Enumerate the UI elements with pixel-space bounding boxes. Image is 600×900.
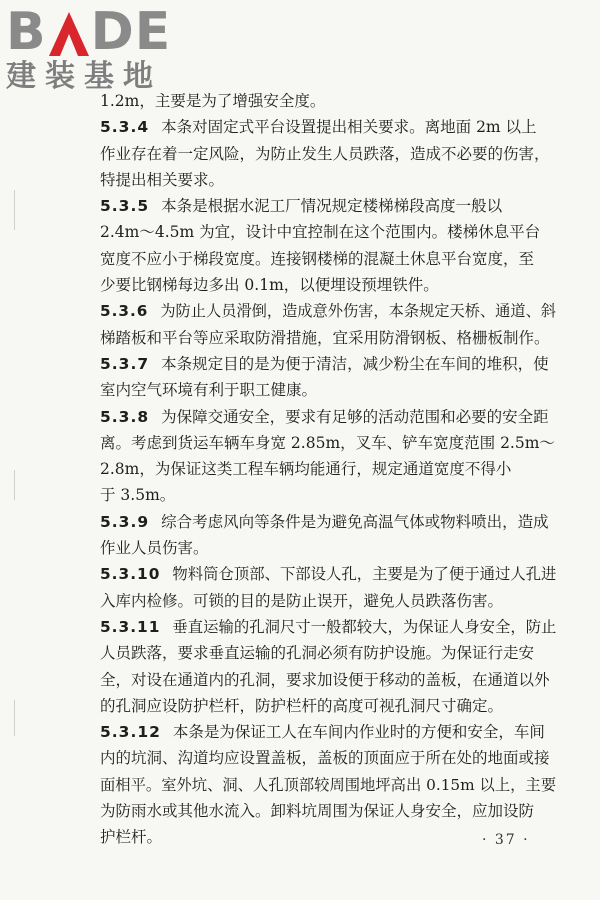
text-line — [100, 167, 556, 193]
line-text: 作业人员伤害。 — [100, 539, 209, 558]
text-line — [100, 772, 556, 798]
line-text: 人员跌落，要求垂直运输的孔洞必须有防护设施。为保证行走安 — [100, 644, 535, 663]
clause-number: 5.3.4 — [100, 118, 150, 137]
text-line — [100, 798, 556, 824]
line-text: 少要比钢梯每边多出 0.1m，以便埋设预埋铁件。 — [100, 276, 439, 295]
line-text: 2.8m，为保证这类工程车辆均能通行，规定通道宽度不得小 — [100, 460, 512, 479]
line-text: 面相平。室外坑、洞、人孔顶部较周围地坪高出 0.15m 以上，主要 — [100, 775, 557, 794]
scan-margin-mark — [14, 190, 15, 230]
clause-line — [100, 193, 556, 219]
clause-number: 5.3.5 — [100, 197, 150, 216]
line-text: 内的坑洞、沟道均应设置盖板，盖板的顶面应于所在处的地面或接 — [100, 749, 550, 768]
text-line — [100, 588, 556, 614]
text-line — [100, 693, 556, 719]
line-text: 于 3.5m。 — [100, 486, 176, 505]
line-text: 的孔洞应设防护栏杆，防护栏杆的高度可视孔洞尺寸确定。 — [100, 696, 504, 715]
clause-line — [100, 351, 556, 377]
page-number: · 37 · — [482, 832, 530, 848]
clause-line — [100, 719, 556, 745]
line-text: 为防止人员滑倒，造成意外伤害，本条规定天桥、通道、斜 — [160, 302, 557, 321]
clause-number: 5.3.8 — [100, 407, 150, 426]
scan-margin-mark — [14, 470, 15, 500]
logo-a-shape-icon — [49, 11, 89, 55]
logo-letters-before: B — [6, 2, 47, 62]
line-text: 护栏杆。 — [100, 828, 163, 847]
text-line — [100, 141, 556, 167]
line-text: 宽度不应小于梯段宽度。连接钢楼梯的混凝土休息平台宽度，至 — [100, 249, 535, 268]
line-text: 全，对设在通道内的孔洞，要求加设便于移动的盖板，在通道以外 — [100, 670, 550, 689]
scan-margin-mark — [14, 700, 15, 736]
line-text: 特提出相关要求。 — [100, 170, 225, 189]
logo-letters-after: DE — [90, 2, 172, 62]
line-text: 离。考虑到货运车辆车身宽 2.85m，叉车、铲车宽度范围 2.5m～ — [100, 433, 555, 452]
line-text: 为保障交通安全，要求有足够的活动范围和必要的安全距 — [161, 407, 549, 426]
text-line — [100, 456, 556, 482]
text-line — [100, 482, 556, 508]
text-line — [100, 325, 556, 351]
line-text: 为防雨水或其他水流入。卸料坑周围为保证人身安全，应加设防 — [100, 802, 535, 821]
clause-number: 5.3.12 — [100, 723, 161, 742]
clause-number: 5.3.7 — [100, 354, 150, 373]
clause-number: 5.3.9 — [100, 512, 150, 531]
text-line — [100, 430, 556, 456]
text-line — [100, 219, 556, 245]
clause-line — [100, 561, 556, 587]
text-line — [100, 377, 556, 403]
line-text: 本条规定目的是为便于清洁，减少粉尘在车间的堆积，使 — [161, 354, 549, 373]
clause-line — [100, 614, 556, 640]
text-line — [100, 272, 556, 298]
line-text: 物料筒仓顶部、下部设人孔，主要是为了便于通过人孔进 — [172, 565, 557, 584]
text-line — [100, 535, 556, 561]
logo-subtitle: 建装基地 — [6, 59, 162, 94]
line-text: 本条对固定式平台设置提出相关要求。离地面 2m 以上 — [161, 118, 537, 137]
clause-line — [100, 298, 556, 324]
line-text: 作业存在着一定风险，为防止发生人员跌落，造成不必要的伤害， — [100, 144, 550, 163]
clause-line — [100, 509, 556, 535]
text-line — [100, 667, 556, 693]
line-text: 本条是根据水泥工厂情况规定楼梯梯段高度一般以 — [161, 197, 503, 216]
bade-logo — [6, 2, 176, 94]
clause-line — [100, 114, 556, 140]
line-text: 室内空气环境有利于职工健康。 — [100, 381, 318, 400]
text-line — [100, 745, 556, 771]
clause-line — [100, 404, 556, 430]
text-line — [100, 640, 556, 666]
line-text: 垂直运输的孔洞尺寸一般都较大，为保证人身安全，防止 — [172, 617, 557, 636]
line-text: 梯踏板和平台等应采取防滑措施，宜采用防滑钢板、格栅板制作。 — [100, 328, 550, 347]
clause-number: 5.3.11 — [100, 617, 161, 636]
line-text: 2.4m～4.5m 为宜，设计中宜控制在这个范围内。楼梯休息平台 — [100, 223, 541, 242]
line-text: 入库内检修。可锁的目的是防止误开，避免人员跌落伤害。 — [100, 591, 504, 610]
clause-number: 5.3.10 — [100, 565, 161, 584]
text-line — [100, 246, 556, 272]
clause-number: 5.3.6 — [100, 302, 149, 321]
logo-wordmark — [6, 2, 176, 60]
line-text: 本条是为保证工人在车间内作业时的方便和安全，车间 — [172, 723, 545, 742]
text-line — [100, 88, 556, 114]
document-body — [100, 88, 556, 851]
line-text: 1.2m，主要是为了增强安全度。 — [100, 92, 326, 110]
line-text: 综合考虑风向等条件是为避免高温气体或物料喷出，造成 — [161, 512, 549, 531]
